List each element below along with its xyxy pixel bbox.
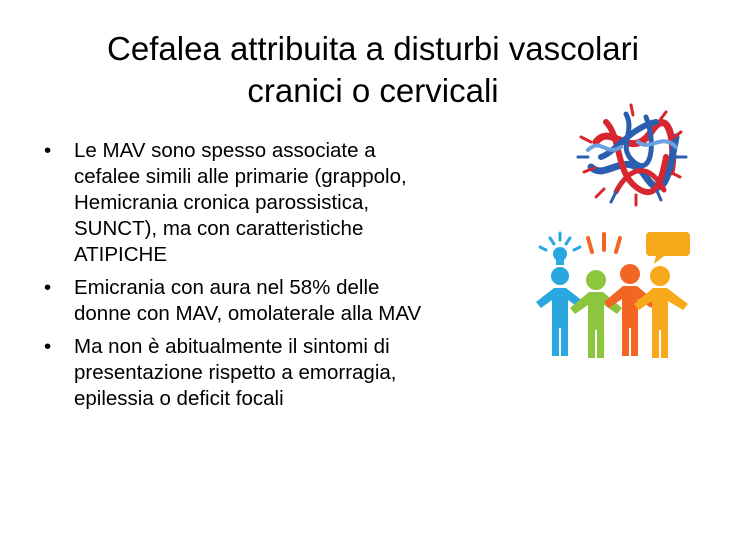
slide-title [40, 28, 706, 112]
blood-vessel-cluster-icon [576, 102, 690, 208]
bullet-text-line: donne con MAV, omolaterale alla MAV [74, 302, 422, 325]
bullet-text-line: Ma non è abitualmente il sintomi di [74, 335, 390, 358]
bullet-list [40, 138, 510, 419]
bullet-item [40, 334, 510, 412]
bullet-item [40, 275, 510, 327]
bullet-text-line: Hemicrania cronica parossistica, [74, 191, 370, 214]
title-line: cranici o cervicali [247, 72, 499, 109]
bullet-marker: • [44, 335, 52, 358]
people-ideas-icon [532, 230, 692, 360]
bullet-text-line: SUNCT), ma con caratteristiche [74, 217, 364, 240]
bullet-text-line: cefalee simili alle primarie (grappolo, [74, 165, 407, 188]
bullet-text-line: Emicrania con aura nel 58% delle [74, 276, 380, 299]
title-line: Cefalea attribuita a disturbi vascolari [107, 30, 639, 67]
bullet-marker: • [44, 276, 52, 299]
bullet-text-line: presentazione rispetto a emorragia, [74, 361, 397, 384]
bullet-text-line: epilessia o deficit focali [74, 387, 284, 410]
bullet-marker: • [44, 139, 52, 162]
bullet-text-line: Le MAV sono spesso associate a [74, 139, 376, 162]
bullet-item [40, 138, 510, 268]
bullet-text-line: ATIPICHE [74, 243, 168, 266]
